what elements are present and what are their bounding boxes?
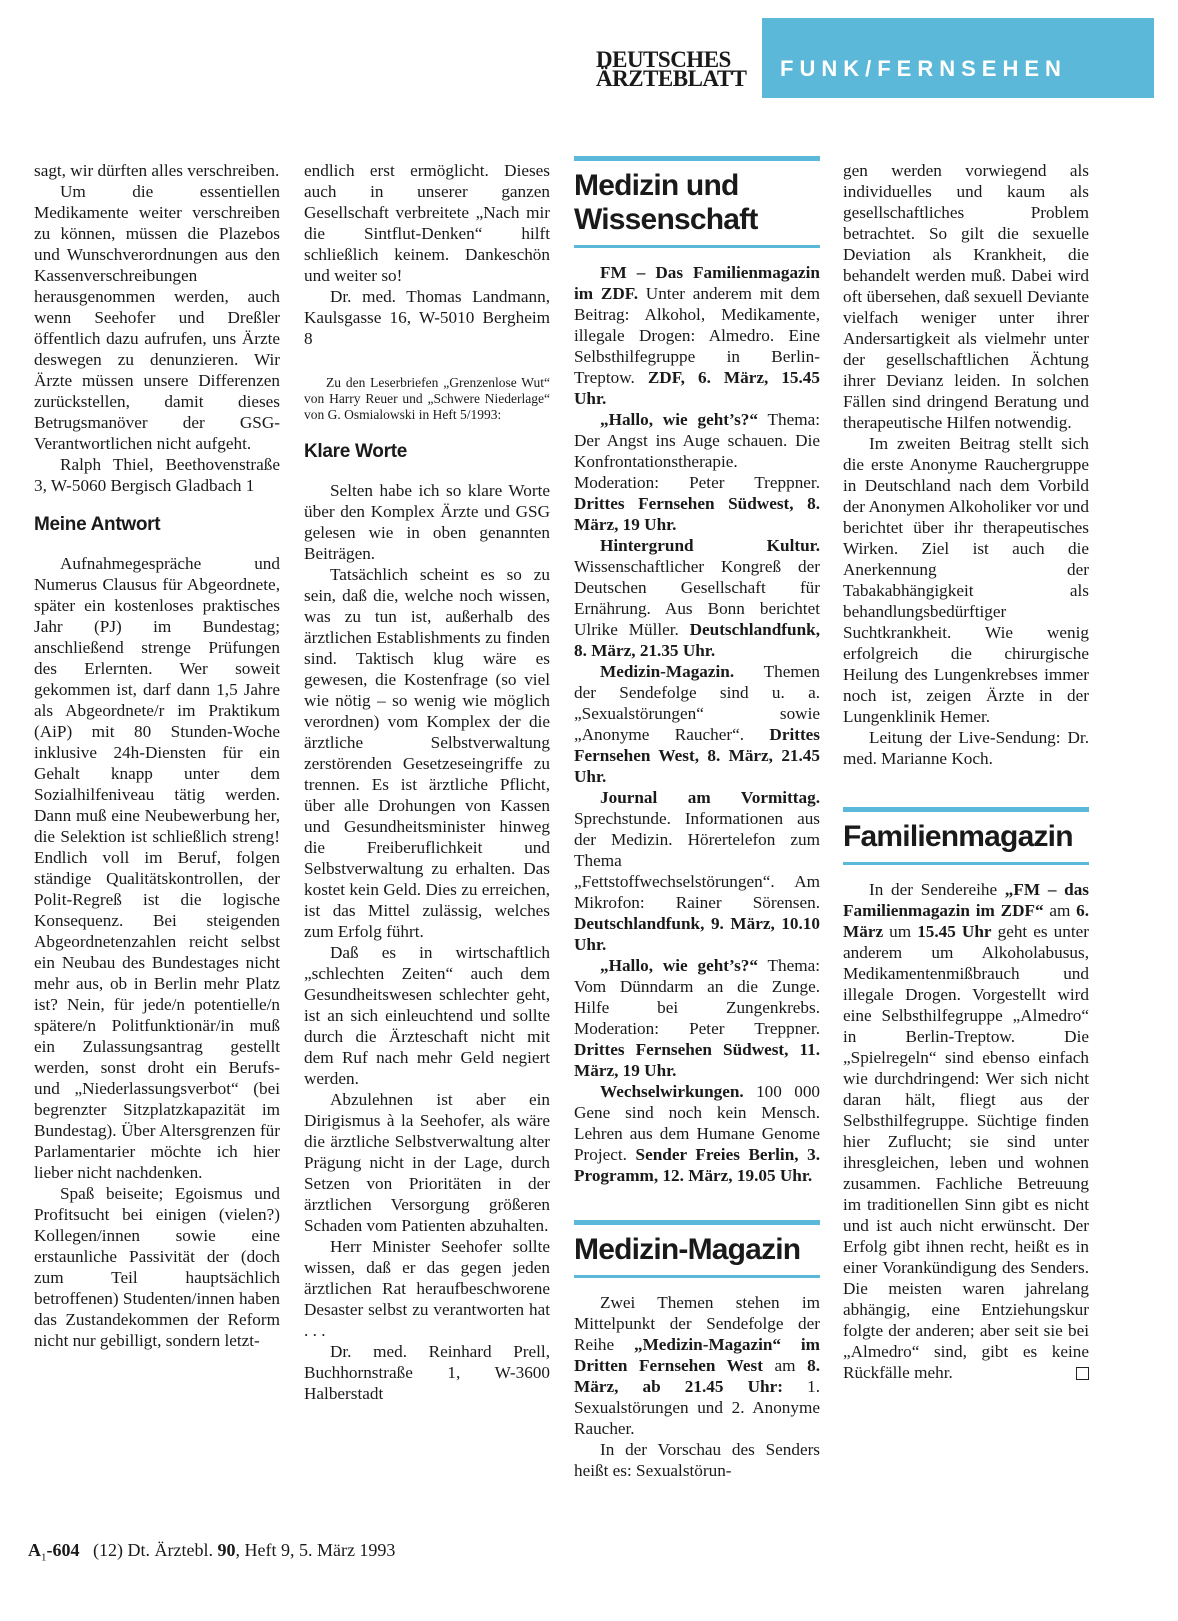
program-entry: Hintergrund Kultur. Wissenschaftlicher Kongreß der Deutschen Gesellschaft für Ernährung. Aus Bonn berichtet Ulrike Müller. Deutschlandfunk, 8. März, 21.35 Uhr. (574, 536, 820, 660)
program-entry: FM – Das Familienmagazin im ZDF. Unter anderem mit dem Beitrag: Alkohol, Medikamente, illegale Drogen: Almedro. Eine Selbsthilfegruppe in Berlin-Treptow. ZDF, 6. März, 15.45 Uhr. (574, 263, 821, 408)
paragraph: Spaß beiseite; Egoismus und Profitsucht bei einigen (vielen?) Kollegen/innen sowie eine erstaunliche Passivität der (doch zum Teil hauptsächlich betroffenen) Studenten/innen haben das Zustandekommen der Reform nicht nur gebilligt, sondern letzt- (34, 1184, 280, 1350)
paragraph: Herr Minister Seehofer sollte wissen, daß er das gegen jeden ärztlichen Rat heraufbeschworene Desaster selbst zu verantworten hat . . . (304, 1237, 550, 1340)
paragraph: Aufnahmegespräche und Numerus Clausus für Abgeordnete, später ein kostenloses praktisches Jahr (PJ) im Bundestag; anschließend strenge Prüfungen des Erlernten. Wer soweit gekommen ist, darf dann 1,5 Jahre als Abgeordnete/r im Praktikum (AiP) mit 80 Stunden-Woche inklusive 24h-Diensten für ein Gehalt knapp unter dem Sozialhilfeniveau tätig werden. Dann muß eine Neubewerbung her, die Selektion ist schließlich streng! Endlich voll im Beruf, folgen ständige Qualitätskontrollen, der Polit-Regreß ist die logische Konsequenz. Bei steigenden Abgeordnetenzahlen reicht selbst ein Neubau des Bundestages nicht mehr aus, ob in Berlin mehr Platz ist? Nein, für jede/n potentielle/n spätere/n Politfunktionär/in muß ein Zulassungsantrag gestellt werden, sonst droht ein Berufs- und „Niederlassungsverbot“ (bei begrenzter Sitzplatzkapazität im Bundestag). Über Altersgrenzen für Parlamentarier möchte ich hier lieber nicht nachdenken. (34, 554, 280, 1182)
box-heading: Medizin-Magazin (574, 1220, 820, 1278)
paragraph: Daß es in wirtschaftlich „schlechten Zeiten“ auch dem Gesundheitswesen schlechter geht, ist an sich einleuchtend und sollte durch die Ärzteschaft nicht mit dem Ruf nach mehr Geld negiert werden. (304, 943, 550, 1088)
program-entry: „Hallo, wie geht’s?“ Thema: Der Angst ins Auge schauen. Die Konfrontationstherapie. Moderation: Peter Treppner. Drittes Fernsehen Südwest, 8. März, 19 Uhr. (574, 410, 820, 534)
letter-heading: Klare Worte (304, 441, 407, 462)
box-heading: Familienmagazin (843, 807, 1089, 865)
program-entry: Journal am Vormittag. Sprechstunde. Informationen aus der Medizin. Hörertelefon zum Thema „Fettstoffwechselstörungen“. Am Mikrofon: Rainer Sörensen. Deutschlandfunk, 9. März, 10.10 Uhr. (574, 788, 820, 954)
program-entry: „Hallo, wie geht’s?“ Thema: Vom Dünndarm an die Zunge. Hilfe bei Zungenkrebs. Moderation: Peter Treppner. Drittes Fernsehen Südwest, 11. März, 19 Uhr. (574, 956, 820, 1080)
paragraph: Tatsächlich scheint es so zu sein, daß die, welche noch wissen, was zu tun ist, außerhalb des ärztlichen Establishments zu finden sind. Taktisch klug wäre es gewesen, die Kostenfrage (so viel wie nötig – so wenig wie möglich verordnen) vom Komplex der die ärztliche Selbstverwaltung zerstörenden Gesetzeseingriffe zu trennen. Es ist ärztliche Pflicht, über alle Drohungen von Kassen und Gesundheitsminister hinweg die Freiberuflichkeit und Selbstverwaltung zu erhalten. Das kostet kein Geld. Dies zu erreichen, ist das Mittel zulässig, welches zum Erfolg führt. (304, 565, 550, 941)
paragraph: Um die essentiellen Medikamente weiter verschreiben zu können, müssen die Plazebos und Wunschverordnungen aus den Kassenverschreibungen herausgenommen werden, auch wenn Seehofer und Dreßler öffentlich dazu aufrufen, uns Ärzte deswegen zu denunzieren. Wir Ärzte müssen unsere Differenzen zurückstellen, damit dieses Betrugsmanöver der GSG-Verantwortlichen nicht aufgeht. (34, 182, 280, 453)
column-1 (34, 160, 280, 1351)
section-title: FUNK/FERNSEHEN (780, 56, 1067, 81)
section-band (762, 18, 1154, 98)
box-heading: Medizin und Wissenschaft (574, 156, 820, 248)
paragraph: Zwei Themen stehen im Mittelpunkt der Sendefolge der Reihe „Medizin-Magazin“ im Dritten Fernsehen West am 8. März, ab 21.45 Uhr: 1. Sexualstörungen und 2. Anonyme Raucher. (574, 1293, 820, 1438)
paragraph: endlich erst ermöglicht. Dieses auch in unserer ganzen Gesellschaft verbreitete „Nach mir die Sintflut-Denken“ hilft schließlich keinem. Dankeschön und weiter so! (304, 161, 550, 285)
masthead-line2: ÄRZTEBLATT (596, 66, 747, 91)
end-mark-icon (1076, 1367, 1089, 1380)
column-2 (304, 160, 550, 1404)
paragraph: Im zweiten Beitrag stellt sich die erste Anonyme Rauchergruppe in Deutschland nach dem Vorbild der Anonymen Alkoholiker vor und berichtet über ihr therapeutisches Wirken. Ziel ist auch die Anerkennung der Tabakabhängigkeit als behandlungsbedürftiger Suchtkrankheit. Wie wenig erfolgreich die chirurgische Heilung des Lungenkrebses immer noch ist, zeigen Ärzte in der Lungenklinik Hemer. (843, 434, 1089, 726)
column-3 (574, 160, 820, 1481)
letter-heading: Meine Antwort (34, 514, 161, 535)
page-footer: $A_1-604$ (12) Dt. Ärztebl. 90, Heft 9, 5. März 1993 (28, 1540, 396, 1564)
reference-note: Zu den Leserbriefen „Grenzenlose Wut“ von Harry Reuer und „Schwere Niederlage“ von G. Osmialowski in Heft 5/1993: (304, 375, 550, 422)
paragraph: sagt, wir dürften alles verschreiben. (34, 161, 280, 180)
program-entry: Wechselwirkungen. 100 000 Gene sind noch kein Mensch. Lehren aus dem Humane Genome Project. Sender Freies Berlin, 3. Programm, 12. März, 19.05 Uhr. (574, 1082, 821, 1185)
column-4 (843, 160, 1089, 1383)
signature: Ralph Thiel, Beethovenstraße 3, W-5060 Bergisch Gladbach 1 (34, 455, 280, 495)
paragraph: Abzulehnen ist aber ein Dirigismus à la Seehofer, als wäre die ärztliche Selbstverwaltung alter Prägung nicht in der Lage, durch Setzen von Prioritäten in der ärztlichen Versorgung größeren Schaden vom Patienten abzuhalten. (304, 1090, 550, 1235)
paragraph: gen werden vorwiegend als individuelles und kaum als gesellschaftliches Problem betrachtet. So gilt die sexuelle Deviation als Krankheit, die behandelt werden muß. Dabei wird oft übersehen, daß sexuell Deviante vielfach weniger unter ihrer Andersartigkeit als vielmehr unter der gesellschaftlichen Ächtung ihrer Devianz leiden. In solchen Fällen sind dringend Beratung und therapeutische Hilfen notwendig. (843, 161, 1089, 432)
paragraph: In der Sendereihe „FM – das Familienmagazin im ZDF“ am 6. März um 15.45 Uhr geht es unter anderem um Alkoholabusus, Medikamentenmißbrauch und illegale Drogen. Vorgestellt wird eine Selbsthilfegruppe „Almedro“ in Berlin-Treptow. Die „Spielregeln“ sind ebenso einfach wie durchdringend: Wer sich nicht daran hält, fliegt aus der Selbsthilfegruppe. Süchtige finden hier Zuflucht; sie sind unter ihresgleichen, leben und wohnen zusammen. Fachliche Betreuung im traditionellen Sinn gibt es nicht und ist auch nicht erwünscht. Der Erfolg gibt ihnen recht, heißt es in einer Vorankündigung des Senders. Die meisten waren jahrelang abhängig, eine Entziehungskur folgte der anderen; aber seit sie bei „Almedro“ sind, gibt es keine Rückfälle mehr. (843, 880, 1089, 1382)
signature: Dr. med. Thomas Landmann, Kaulsgasse 16, W-5010 Bergheim 8 (304, 287, 550, 348)
paragraph: Selten habe ich so klare Worte über den Komplex Ärzte und GSG gelesen wie in oben genannten Beiträgen. (304, 481, 550, 563)
program-entry: Medizin-Magazin. Themen der Sendefolge sind u. a. „Sexualstörungen“ sowie „Anonyme Raucher“. Drittes Fernsehen West, 8. März, 21.45 Uhr. (574, 662, 820, 786)
masthead-logo (596, 47, 747, 91)
signature: Dr. med. Reinhard Prell, Buchhornstraße 1, W-3600 Halberstadt (304, 1342, 550, 1403)
paragraph: Leitung der Live-Sendung: Dr. med. Marianne Koch. (843, 728, 1089, 768)
paragraph: In der Vorschau des Senders heißt es: Sexualstörun- (574, 1440, 820, 1480)
masthead-line1: DEUTSCHES (596, 47, 731, 72)
